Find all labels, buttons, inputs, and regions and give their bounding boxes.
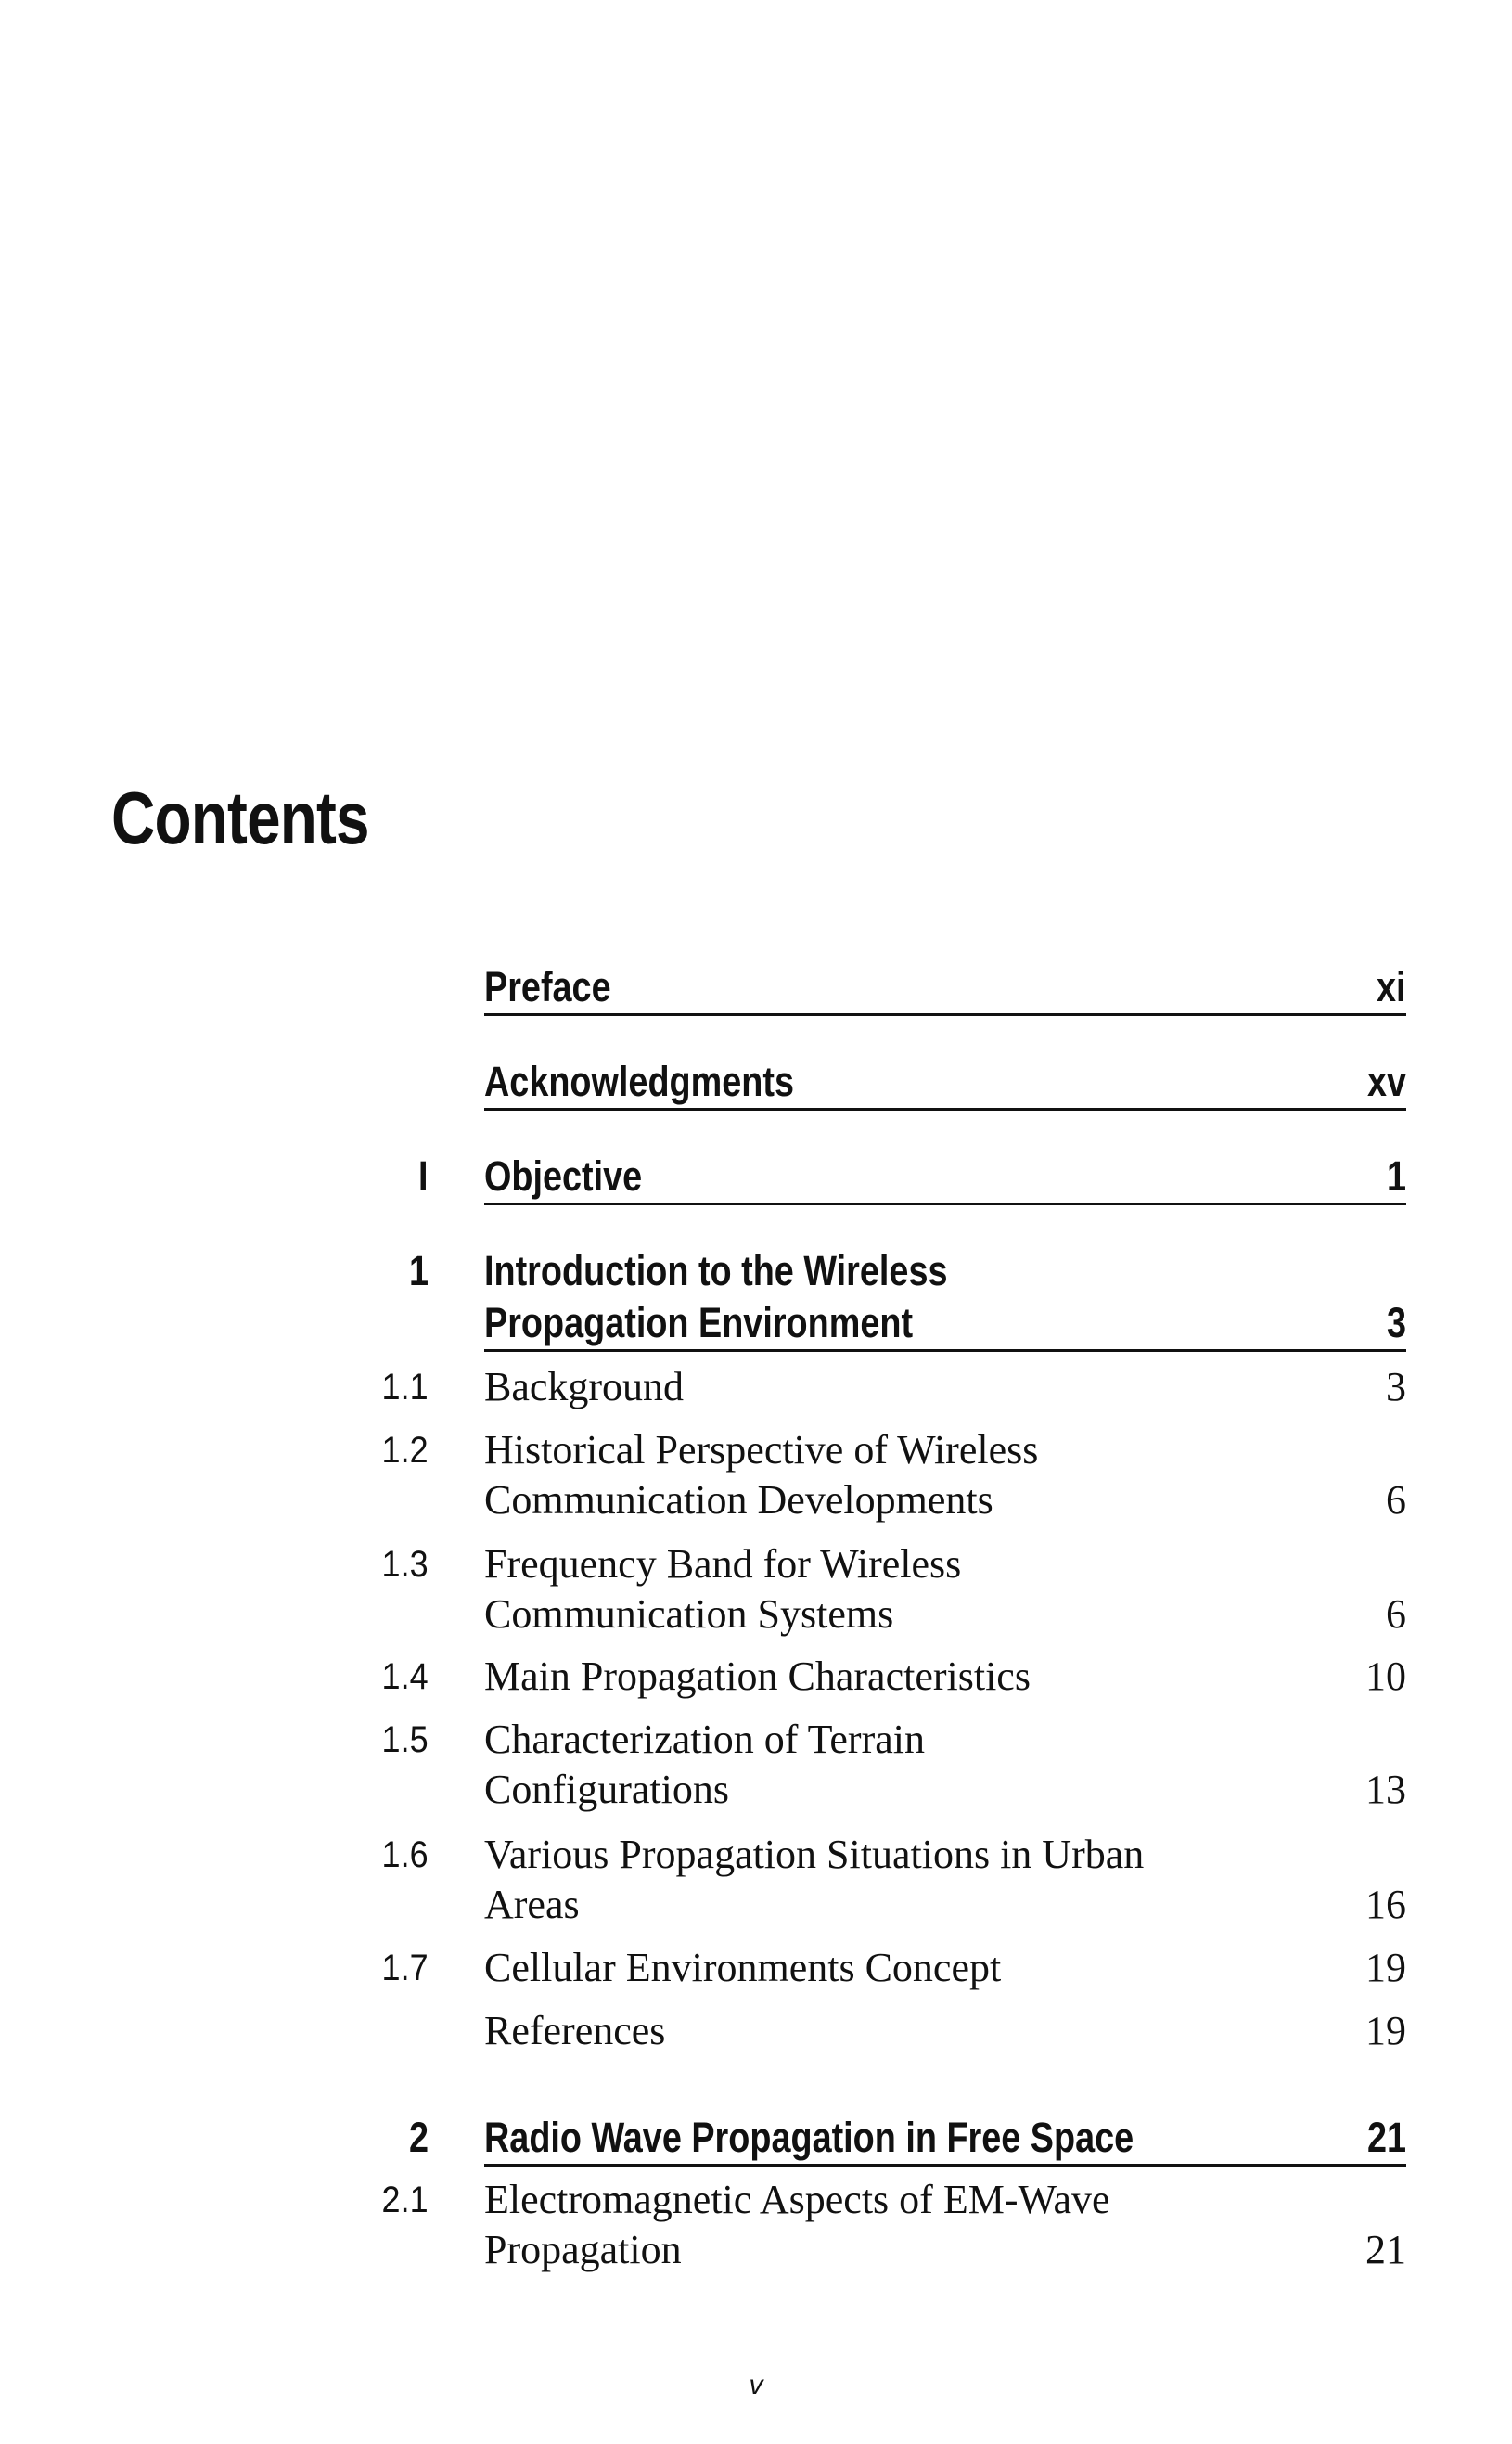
toc-rule [484, 2164, 1406, 2167]
toc-entry-page: 1 [1386, 1152, 1406, 1200]
toc-entry-title-line: Radio Wave Propagation in Free Space [484, 2114, 1134, 2161]
toc-entry-title-line: References [484, 2008, 666, 2053]
toc-entry-page: 21 [1366, 2114, 1406, 2161]
toc-rule [484, 1203, 1406, 1205]
toc-entry-page: 10 [1365, 1653, 1406, 1699]
toc-entry-number: 2.1 [381, 2180, 429, 2220]
toc-rule [484, 1349, 1406, 1352]
toc-entry-title-line: Cellular Environments Concept [484, 1945, 1002, 1990]
toc-entry-title-line: Objective [484, 1152, 643, 1200]
toc-rule [484, 1108, 1406, 1111]
toc-entry-page: 6 [1386, 1477, 1406, 1523]
toc-entry-page: 3 [1386, 1299, 1406, 1346]
toc-entry-title-line: Areas [484, 1882, 580, 1927]
toc-entry-page: xv [1366, 1058, 1406, 1105]
toc-entry-title-line: Main Propagation Characteristics [484, 1653, 1031, 1699]
toc-entry-number: 1.3 [381, 1544, 429, 1585]
toc-entry-page: 3 [1386, 1364, 1406, 1409]
toc-entry-title-line: Electromagnetic Aspects of EM-Wave [484, 2177, 1110, 2222]
toc-entry-title-line: Various Propagation Situations in Urban [484, 1832, 1145, 1877]
toc-entry-title-line: Configurations [484, 1767, 729, 1812]
toc-entry-number: I [418, 1152, 429, 1200]
toc-entry-title-line: Introduction to the Wireless [484, 1247, 948, 1294]
toc-entry-title-line: Preface [484, 963, 611, 1010]
toc-entry-number: 1.6 [381, 1834, 429, 1875]
page-number-folio: v [749, 2370, 763, 2400]
toc-entry-page: 19 [1365, 1945, 1406, 1990]
toc-rule [484, 1013, 1406, 1016]
toc-entry-number: 1.5 [381, 1719, 429, 1760]
toc-entry-page: 21 [1365, 2227, 1406, 2272]
toc-entry-number: 1.4 [381, 1656, 429, 1697]
toc-entry-title-line: Propagation [484, 2227, 682, 2272]
toc-entry-title-line: Communication Developments [484, 1477, 993, 1523]
toc-entry-number: 1 [408, 1247, 429, 1294]
toc-entry-title-line: Characterization of Terrain [484, 1717, 925, 1762]
toc-entry-title-line: Background [484, 1364, 685, 1409]
toc-entry-page: 6 [1386, 1591, 1406, 1637]
toc-entry-number: 1.7 [381, 1948, 429, 1988]
toc-entry-page: xi [1377, 963, 1406, 1010]
page-title: Contents [111, 777, 369, 859]
toc-entry-page: 16 [1365, 1882, 1406, 1927]
toc-entry-number: 2 [408, 2114, 429, 2161]
toc-entry-number: 1.1 [381, 1367, 429, 1408]
toc-entry-title-line: Frequency Band for Wireless [484, 1541, 962, 1587]
toc-entry-page: 19 [1365, 2008, 1406, 2053]
toc-entry-title-line: Historical Perspective of Wireless [484, 1427, 1039, 1473]
toc-entry-title-line: Propagation Environment [484, 1299, 914, 1346]
toc-entry-page: 13 [1365, 1767, 1406, 1812]
toc-entry-title-line: Acknowledgments [484, 1058, 794, 1105]
toc-entry-title-line: Communication Systems [484, 1591, 894, 1637]
toc-entry-number: 1.2 [381, 1430, 429, 1471]
